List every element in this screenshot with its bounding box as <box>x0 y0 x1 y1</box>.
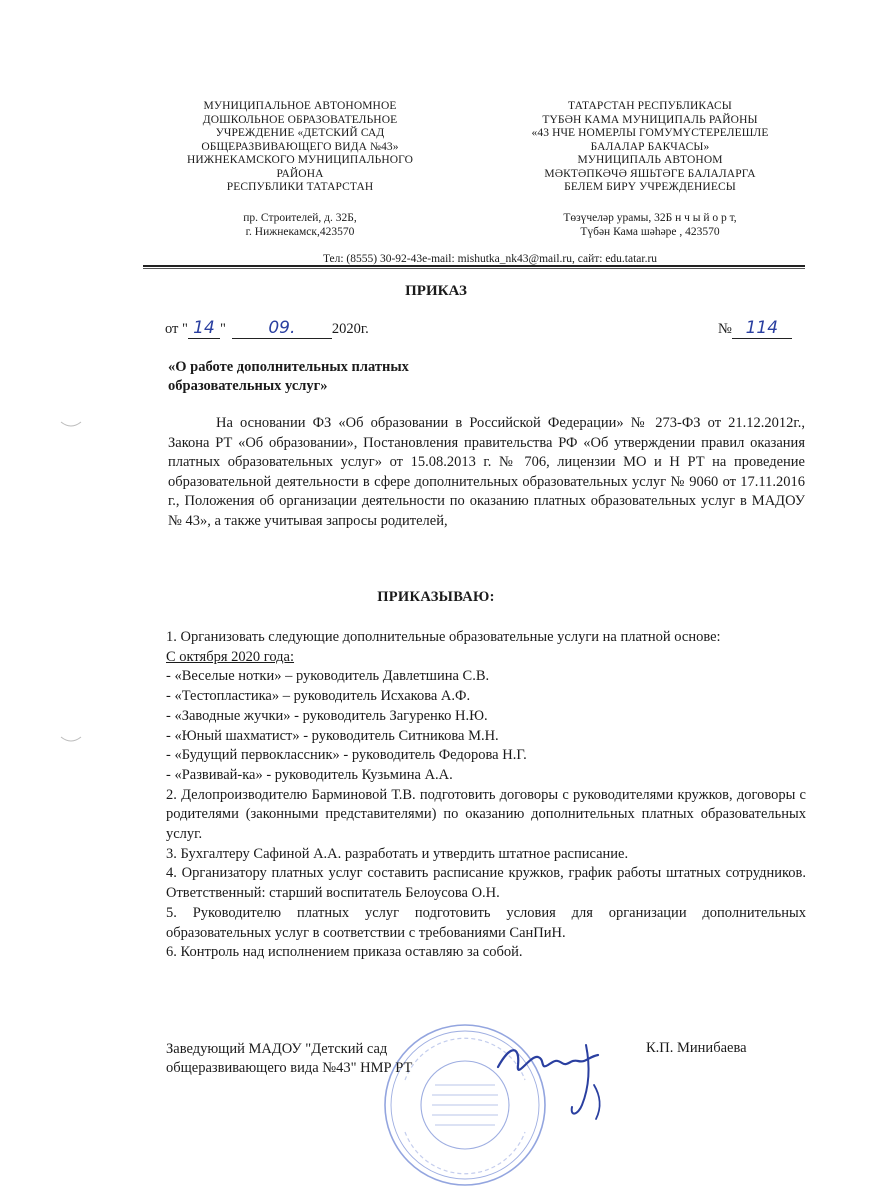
service-item: - «Юный шахматист» - руководитель Ситникова М.Н. <box>166 727 499 744</box>
address-left-line: г. Нижнекамск,423570 <box>245 225 355 238</box>
date-prefix: от " <box>165 321 188 337</box>
service-item: - «Веселые нотки» – руководитель Давлетшина С.В. <box>166 668 490 685</box>
date-year: 2020г. <box>331 321 369 337</box>
header-right-org-name <box>500 100 800 195</box>
order-items <box>166 628 806 963</box>
service-item: - «Заводные жучки» - руководитель Загуренко Н.Ю. <box>166 707 488 724</box>
order-item-3: 3. Бухгалтеру Сафиной А.А. разработать и утвердить штатное расписание. <box>166 845 629 862</box>
address-left-line: пр. Строителей, д. 32Б, <box>243 212 357 224</box>
date-day-handwritten: 14 <box>188 318 220 339</box>
header-right-line: МӘКТӘПКӘЧӘ ЯШЬТӘГЕ БАЛАЛАРГА <box>544 167 756 180</box>
preamble-paragraph: На основании ФЗ «Об образовании в Российской Федерации» № 273-ФЗ от 21.12.2012г., Закона РТ «Об образовании», Постановления правительства РФ «Об утверждении правил оказания платных образовательных услуг» от 15.08.2013 г. № 706, лицензии МО и Н РТ на проведение образовательной деятельности в сфере дополнительных образовательных услуг № 9060 от 17.11.2016 г., Положения об организации деятельности по оказанию платных образовательных услуг в МАДОУ № 43», а также учитывая запросы родителей, <box>168 415 805 529</box>
header-left-line: УЧРЕЖДЕНИЕ «ДЕТСКИЙ САД <box>215 127 385 139</box>
service-item: - «Тестопластика» – руководитель Исхакова А.Ф. <box>166 688 471 705</box>
header-right-line: «43 НЧЕ НОМЕРЛЫ ГОМУМҮСТЕРЕЛЕШЛЕ <box>531 127 769 139</box>
date-month-handwritten: 09. <box>232 318 332 339</box>
header-left-line: МУНИЦИПАЛЬНОЕ АВТОНОМНОЕ <box>203 100 397 112</box>
header-left-line: РАЙОНА <box>276 167 324 180</box>
header-right-line: БЕЛЕМ БИРҮ УЧРЕЖДЕНИЕСЫ <box>564 181 736 193</box>
address-right <box>500 212 800 239</box>
contact-line: Тел: (8555) 30-92-43e-mail: mishutka_nk43@mail.ru, сайт: edu.tatar.ru <box>322 253 658 265</box>
order-subject <box>168 358 409 396</box>
margin-mark-icon <box>60 420 82 430</box>
address-left <box>150 212 450 239</box>
order-heading: ПРИКАЗЫВАЮ: <box>377 589 495 605</box>
order-item-5: 5. Руководителю платных услуг подготовить условия для организации дополнительных образовательных услуг в соответствии с требованиями СанПиН. <box>166 904 806 941</box>
number-handwritten: 114 <box>732 318 792 339</box>
service-item: - «Будущий первоклассник» - руководитель Федорова Н.Г. <box>166 747 527 764</box>
handwritten-signature-icon <box>490 1025 620 1125</box>
signatory-position-line: Заведующий МАДОУ "Детский сад <box>166 1041 388 1057</box>
address-right-line: Түбән Кама шәһәре , 423570 <box>580 225 720 238</box>
order-date <box>165 318 369 339</box>
document-title: ПРИКАЗ <box>405 283 467 299</box>
subject-line: «О работе дополнительных платных <box>168 359 409 375</box>
header-divider <box>143 265 805 267</box>
start-date-label: С октября 2020 года: <box>166 648 295 665</box>
order-item-6: 6. Контроль над исполнением приказа оставляю за собой. <box>166 944 523 961</box>
header-left-line: НИЖНЕКАМСКОГО МУНИЦИПАЛЬНОГО <box>186 154 414 166</box>
header-divider-thin <box>143 268 805 269</box>
header-left-line: ДОШКОЛЬНОЕ ОБРАЗОВАТЕЛЬНОЕ <box>202 113 398 126</box>
order-item-1: 1. Организовать следующие дополнительные образовательные услуги на платной основе: <box>166 629 721 645</box>
header-left-line: ОБЩЕРАЗВИВАЮЩЕГО ВИДА №43» <box>201 140 399 153</box>
header-right-line: ТҮБӘН КАМА МУНИЦИПАЛЬ РАЙОНЫ <box>542 113 758 126</box>
signatory-name: К.П. Минибаева <box>646 1040 747 1056</box>
header-right-line: ТАТАРСТАН РЕСПУБЛИКАСЫ <box>568 100 732 112</box>
order-item-2: 2. Делопроизводителю Барминовой Т.В. подготовить договоры с руководителями кружков, договоры с родителями (законными представителями) по оказанию дополнительных платных образовательных услуг. <box>166 786 806 843</box>
subject-line: образовательных услуг» <box>168 378 328 394</box>
header-left-org-name <box>150 100 450 195</box>
number-prefix: № <box>718 321 732 337</box>
margin-mark-icon <box>60 735 82 745</box>
header-left-line: РЕСПУБЛИКИ ТАТАРСТАН <box>226 181 374 193</box>
signatory-position-line: общеразвивающего вида №43" НМР РТ <box>166 1059 413 1076</box>
address-right-line: Төзүчеләр урамы, 32Б н ч ы й о р т, <box>563 212 737 224</box>
header-right-line: МУНИЦИПАЛЬ АВТОНОМ <box>577 154 723 166</box>
service-item: - «Развивай-ка» - руководитель Кузьмина А.А. <box>166 766 453 783</box>
header-right-line: БАЛАЛАР БАКЧАСЫ» <box>590 140 710 153</box>
order-number <box>718 318 792 339</box>
signatory-position <box>166 1040 412 1077</box>
date-quote: " <box>219 321 226 337</box>
order-item-4: 4. Организатору платных услуг составить расписание кружков, график работы штатных сотрудников. Ответственный: старший воспитатель Белоусова О.Н. <box>166 865 806 902</box>
